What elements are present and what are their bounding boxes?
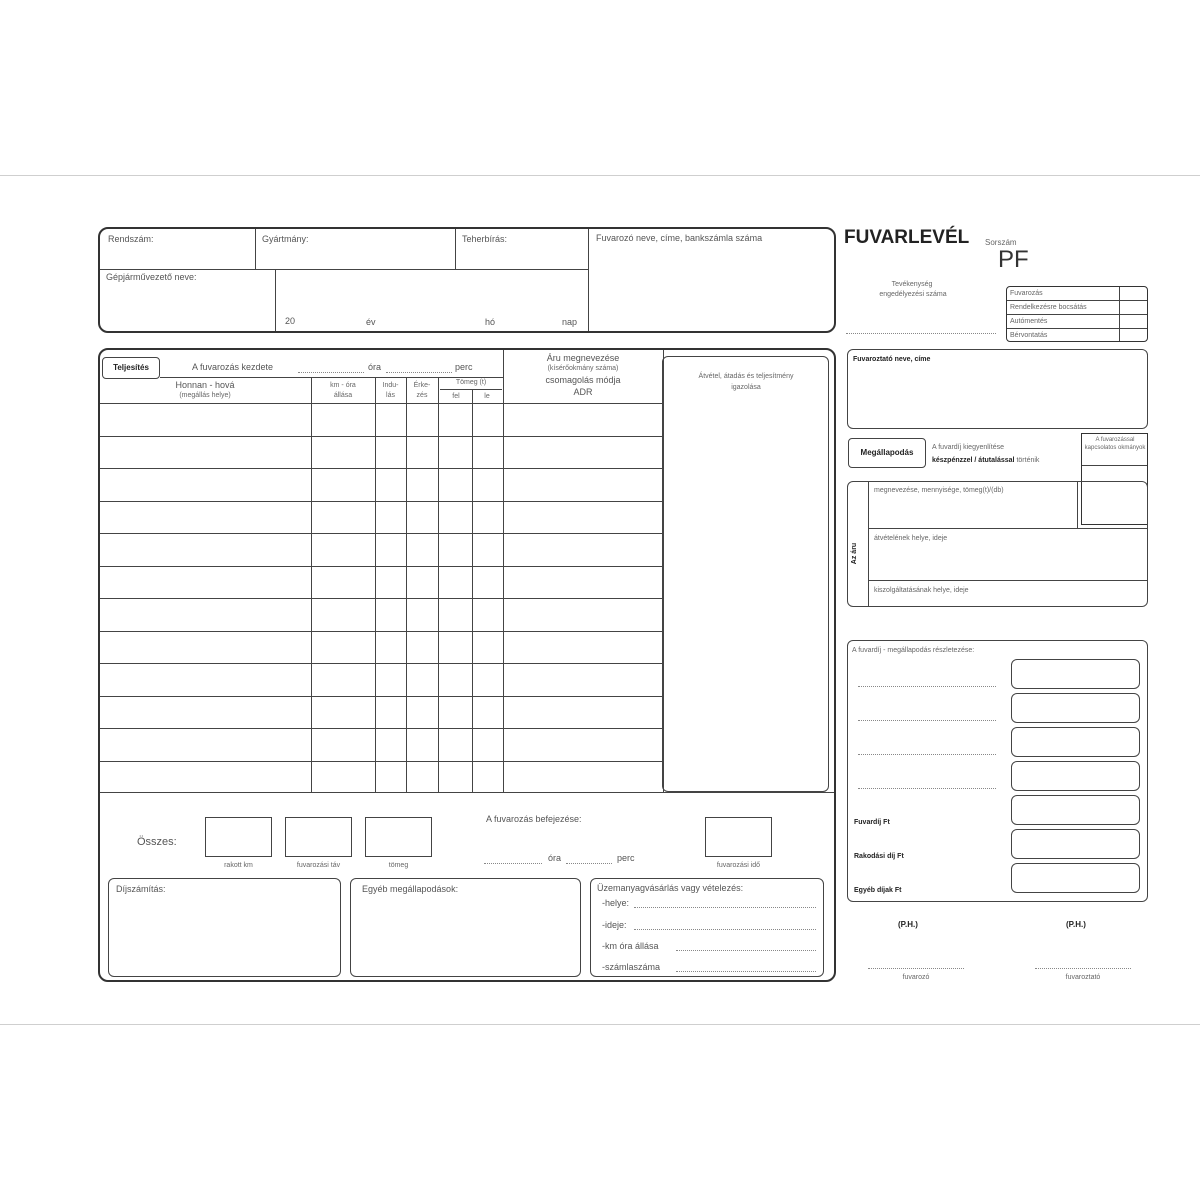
fuvardij-label: Fuvardíj Ft xyxy=(854,819,890,826)
fuel-line: -számlaszáma xyxy=(602,962,661,972)
form-title: FUVARLEVÉL xyxy=(844,227,970,248)
col-km-1: km - óra xyxy=(330,382,356,389)
gyartmany-label: Gyártmány: xyxy=(262,234,309,244)
fee-title: A fuvardíj - megállapodás részletezése: xyxy=(852,647,975,654)
col-route-sub: (megállás helye) xyxy=(179,392,231,399)
licence-option[interactable]: Fuvarozás xyxy=(1010,290,1043,297)
agreement-cash[interactable]: készpénzzel xyxy=(932,457,973,464)
col-handover-2: igazolása xyxy=(731,384,761,391)
totals-label: Összes: xyxy=(137,836,177,848)
egyeb-dijak-amount[interactable] xyxy=(1011,863,1140,893)
goods-row-label: megnevezése, mennyisége, tömeg(t)/(db) xyxy=(874,487,1004,494)
col-depart-2: lás xyxy=(386,392,395,399)
col-depart-1: Indu- xyxy=(382,382,399,389)
licence-label-2: engedélyezési száma xyxy=(879,291,947,298)
total-distance[interactable] xyxy=(285,817,352,857)
start-label: A fuvarozás kezdete xyxy=(192,362,274,372)
col-route: Honnan - hová xyxy=(175,380,235,390)
billing-label: Díjszámítás: xyxy=(116,884,166,894)
egyeb-dijak-label: Egyéb díjak Ft xyxy=(854,887,902,894)
date-ho: hó xyxy=(485,317,496,327)
start-ora: óra xyxy=(368,362,382,372)
agreement-note: A fuvarozással kapcsolatos okmányok xyxy=(1084,437,1146,451)
fee-amount[interactable] xyxy=(1011,693,1140,723)
total-loaded-km-label: rakott km xyxy=(224,862,253,869)
col-handover-1: Átvétel, átadás és teljesítmény xyxy=(698,373,794,380)
goods-row-label: kiszolgáltatásának helye, ideje xyxy=(874,587,969,594)
licence-option[interactable]: Rendelkezésre bocsátás xyxy=(1010,304,1087,311)
agreement-badge: Megállapodás xyxy=(848,438,926,468)
client-label: Fuvaroztató neve, címe xyxy=(853,356,931,363)
duration-label: fuvarozási idő xyxy=(716,862,761,869)
total-distance-label: fuvarozási táv xyxy=(296,862,341,869)
end-perc: perc xyxy=(617,853,635,863)
fuel-line: -km óra állása xyxy=(602,941,659,951)
fee-amount[interactable] xyxy=(1011,761,1140,791)
driver-label: Gépjárművezető neve: xyxy=(106,272,197,282)
col-weight-le: le xyxy=(484,393,490,400)
rendszam-label: Rendszám: xyxy=(108,234,154,244)
series-code: PF xyxy=(998,246,1029,273)
carrier-label: Fuvarozó neve, címe, bankszámla száma xyxy=(596,233,763,243)
col-weight-fel: fel xyxy=(452,393,460,400)
licence-option[interactable]: Bérvontatás xyxy=(1010,332,1048,339)
agreement-occurs: történik xyxy=(1016,457,1040,464)
col-arrive-1: Érke- xyxy=(413,382,431,389)
col-arrive-2: zés xyxy=(416,392,428,399)
col-weight: Tömeg (t) xyxy=(455,379,487,386)
agreement-text-2 xyxy=(932,457,1039,464)
agreement-transfer[interactable]: / átutalással xyxy=(974,457,1015,464)
licence-label-1: Tevékenység xyxy=(891,281,933,288)
stamp-client: (P.H.) xyxy=(1066,920,1086,929)
signer-carrier: fuvarozó xyxy=(902,974,930,981)
fuel-line: -helye: xyxy=(602,898,630,908)
col-goods-3: csomagolás módja xyxy=(545,375,621,385)
fuel-title: Üzemanyagvásárlás vagy vételezés: xyxy=(597,883,744,893)
stamp-carrier: (P.H.) xyxy=(898,920,918,929)
date-ev: év xyxy=(366,317,376,327)
end-label: A fuvarozás befejezése: xyxy=(486,814,582,824)
start-perc: perc xyxy=(455,362,473,372)
signer-client: fuvaroztató xyxy=(1065,974,1101,981)
duration-box[interactable] xyxy=(705,817,772,857)
teherbiras-label: Teherbírás: xyxy=(462,234,508,244)
date-nap: nap xyxy=(562,317,578,327)
sorszam-label: Sorszám xyxy=(985,238,1017,247)
total-loaded-km[interactable] xyxy=(205,817,272,857)
goods-row-label: átvételének helye, ideje xyxy=(874,535,948,542)
handover-box xyxy=(662,356,829,792)
col-goods-2: (kísérőokmány száma) xyxy=(547,365,619,372)
other-agreements-label: Egyéb megállapodások: xyxy=(362,884,459,894)
rakodasi-dij-label: Rakodási díj Ft xyxy=(854,853,904,860)
licence-option[interactable]: Autómentés xyxy=(1010,318,1048,325)
end-ora: óra xyxy=(548,853,562,863)
rakodasi-dij-amount[interactable] xyxy=(1011,829,1140,859)
performance-badge: Teljesítés xyxy=(102,357,160,379)
fee-amount[interactable] xyxy=(1011,727,1140,757)
form-sheet xyxy=(0,175,1200,1025)
goods-vertical-label: Az áru xyxy=(851,542,859,565)
fee-amount[interactable] xyxy=(1011,659,1140,689)
fuel-line: -ideje: xyxy=(602,920,627,930)
col-km-2: állása xyxy=(333,392,353,399)
col-goods-1: Áru megnevezése xyxy=(546,353,620,363)
total-weight[interactable] xyxy=(365,817,432,857)
total-weight-label: tömeg xyxy=(388,862,409,869)
fuvardij-amount[interactable] xyxy=(1011,795,1140,825)
date-year: 20 xyxy=(285,316,296,326)
agreement-text-1: A fuvardíj kiegyenlítése xyxy=(932,444,1004,451)
col-goods-4: ADR xyxy=(573,387,593,397)
